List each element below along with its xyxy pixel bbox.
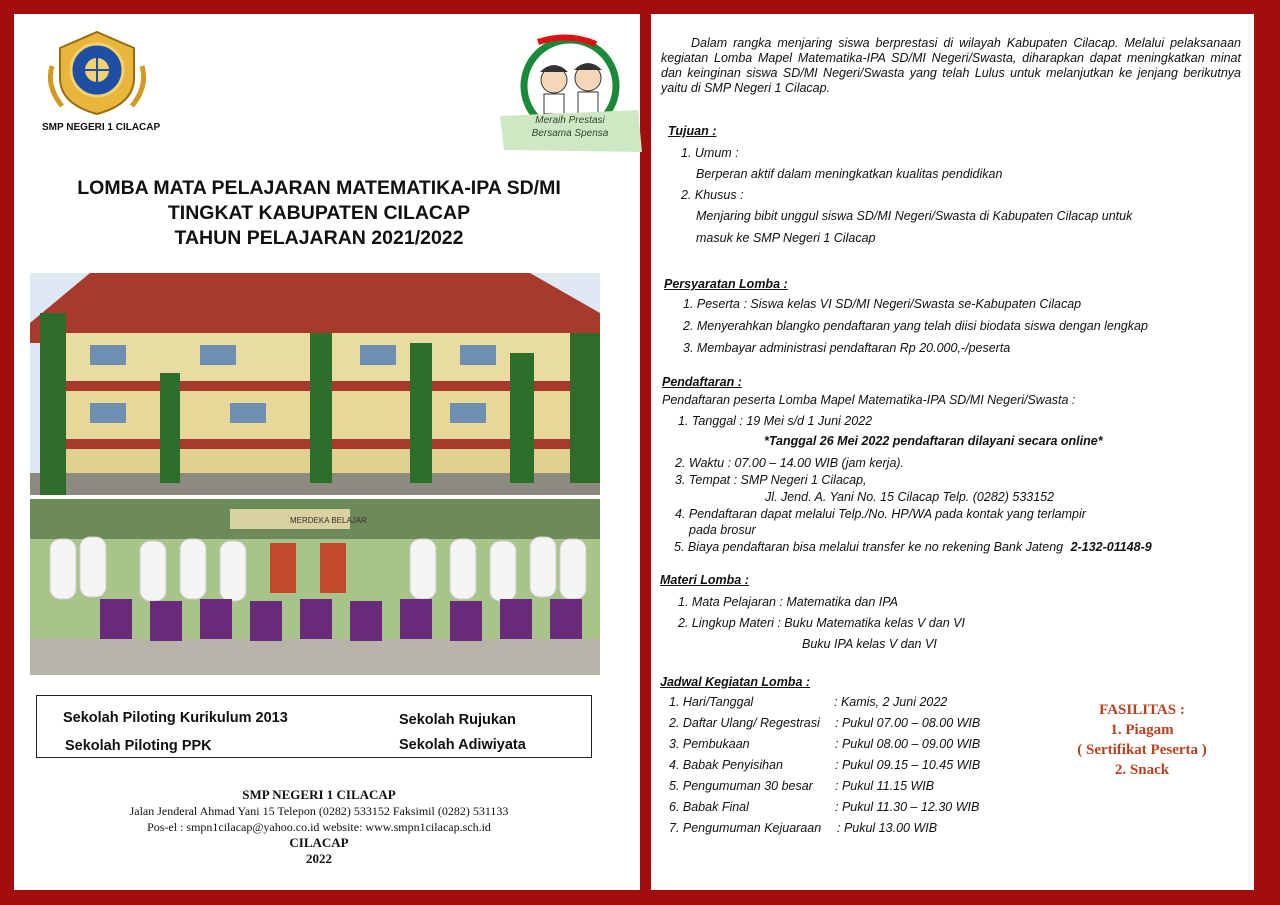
info-piloting-k13: Sekolah Piloting Kurikulum 2013: [63, 710, 288, 726]
pendaftaran-tempat-address: Jl. Jend. A. Yani No. 15 Cilacap Telp. (0282) 533152: [765, 490, 1055, 504]
page-title: [34, 176, 604, 251]
pendaftaran-transfer-text: 5. Biaya pendaftaran bisa melalui transfer ke no rekening Bank Jateng: [674, 540, 1064, 554]
persyaratan-item-3: 3. Membayar administrasi pendaftaran Rp 20.000,-/peserta: [683, 341, 1011, 355]
persyaratan-heading: Persyaratan Lomba :: [664, 277, 788, 291]
fasilitas-box: [1046, 700, 1238, 780]
jadwal-heading: Jadwal Kegiatan Lomba :: [660, 675, 811, 689]
materi-item-2-cont: Buku IPA kelas V dan VI: [802, 637, 937, 651]
fasilitas-item-1-note: ( Sertifikat Peserta ): [1077, 742, 1207, 758]
jadwal-row-value: : Pukul 11.30 – 12.30 WIB: [835, 800, 980, 814]
jadwal-row-value: : Pukul 13.00 WIB: [837, 821, 938, 835]
fasilitas-item-2: 2. Snack: [1114, 762, 1170, 778]
tujuan-khusus-line2: masuk ke SMP Negeri 1 Cilacap: [696, 231, 876, 245]
materi-heading: Materi Lomba :: [660, 573, 749, 587]
school-footer: [34, 787, 604, 867]
pendaftaran-online-note: *Tanggal 26 Mei 2022 pendaftaran dilayani secara online*: [764, 434, 1103, 448]
right-page: [651, 14, 1254, 890]
jadwal-row: [669, 779, 1069, 799]
jadwal-row-label: 7. Pengumuman Kejuaraan: [669, 821, 822, 835]
jadwal-row-value: : Kamis, 2 Juni 2022: [834, 695, 948, 709]
footer-contact: Pos-el : smpn1cilacap@yahoo.co.id website: www.smpn1cilacap.sch.id: [147, 820, 491, 834]
jadwal-row-label: 3. Pembukaan: [669, 737, 750, 751]
title-line-1: LOMBA MATA PELAJARAN MATEMATIKA-IPA SD/MI: [77, 177, 561, 199]
left-page: [14, 14, 640, 890]
footer-address: Jalan Jenderal Ahmad Yani 15 Telepon (0282) 533152 Faksimil (0282) 531133: [129, 804, 509, 818]
persyaratan-item-2: 2. Menyerahkan blangko pendaftaran yang telah diisi biodata siswa dengan lengkap: [683, 319, 1148, 333]
footer-city: CILACAP: [289, 835, 349, 850]
info-rujukan: Sekolah Rujukan: [399, 712, 516, 728]
school-building-photo: [30, 273, 600, 495]
badge-line-2: Bersama Spensa: [531, 128, 609, 139]
footer-year: 2022: [306, 851, 332, 866]
jadwal-row-label: 5. Pengumuman 30 besar: [669, 779, 813, 793]
pendaftaran-waktu: 2. Waktu : 07.00 – 14.00 WIB (jam kerja).: [675, 456, 905, 470]
fasilitas-heading: FASILITAS :: [1099, 702, 1185, 718]
pendaftaran-tempat: 3. Tempat : SMP Negeri 1 Cilacap,: [675, 473, 867, 487]
jadwal-row: [669, 716, 1069, 736]
jadwal-row-label: 4. Babak Penyisihan: [669, 758, 783, 772]
tujuan-umum-text: Berperan aktif dalam meningkatkan kualitas pendidikan: [696, 167, 1003, 181]
jadwal-row: [669, 758, 1069, 778]
students-group-photo: [30, 499, 600, 675]
school-logo: [42, 26, 152, 118]
jadwal-row-value: : Pukul 07.00 – 08.00 WIB: [835, 716, 981, 730]
info-piloting-ppk: Sekolah Piloting PPK: [65, 738, 212, 754]
materi-item-2: 2. Lingkup Materi : Buku Matematika kelas V dan VI: [678, 616, 965, 630]
accreditation-box: [36, 695, 592, 758]
tujuan-khusus-label: 2. Khusus :: [681, 188, 744, 202]
pendaftaran-item-5: [674, 540, 1152, 554]
tujuan-umum-label: 1. Umum :: [681, 146, 739, 160]
title-line-3: TAHUN PELAJARAN 2021/2022: [174, 227, 464, 249]
materi-item-1: 1. Mata Pelajaran : Matematika dan IPA: [678, 595, 899, 609]
footer-school-name: SMP NEGERI 1 CILACAP: [242, 787, 396, 802]
jadwal-row: [669, 821, 1069, 841]
pendaftaran-lead: Pendaftaran peserta Lomba Mapel Matematika-IPA SD/MI Negeri/Swasta :: [662, 393, 1076, 407]
jadwal-row-label: 2. Daftar Ulang/ Regestrasi: [669, 716, 820, 730]
intro-paragraph: Dalam rangka menjaring siswa berprestasi di wilayah Kabupaten Cilacap. Melalui pelaksanaan kegiatan Lomba Mapel Matematika-IPA SD/MI Negeri/Swasta, diharapkan dapat meningkatkan minat dan keinginan siswa SD/MI Negeri/Swasta yang telah Lulus untuk melanjutkan ke jenjang berikutnya yaitu di SMP Negeri 1 Cilacap.: [661, 36, 1241, 95]
photo-banner-text: MERDEKA BELAJAR: [290, 516, 367, 525]
school-logo-label: SMP NEGERI 1 CILACAP: [42, 122, 161, 133]
title-line-2: TINGKAT KABUPATEN CILACAP: [167, 202, 471, 224]
info-adiwiyata: Sekolah Adiwiyata: [399, 737, 526, 753]
jadwal-row-label: 1. Hari/Tanggal: [669, 695, 754, 709]
pendaftaran-heading: Pendaftaran :: [662, 375, 742, 389]
badge-line-1: Meraih Prestasi: [535, 115, 605, 126]
jadwal-row: [669, 737, 1069, 757]
jadwal-row-value: : Pukul 08.00 – 09.00 WIB: [835, 737, 981, 751]
pendaftaran-item-4: 4. Pendaftaran dapat melalui Telp./No. HP/WA pada kontak yang terlampir: [675, 507, 1086, 521]
jadwal-row-value: : Pukul 09.15 – 10.45 WIB: [835, 758, 981, 772]
tujuan-heading: Tujuan :: [668, 124, 717, 138]
badge-caption: [503, 114, 637, 140]
tujuan-khusus-line1: Menjaring bibit unggul siswa SD/MI Negeri/Swasta di Kabupaten Cilacap untuk: [696, 209, 1133, 223]
persyaratan-item-1: 1. Peserta : Siswa kelas VI SD/MI Negeri/Swasta se-Kabupaten Cilacap: [683, 297, 1082, 311]
jadwal-row-label: 6. Babak Final: [669, 800, 749, 814]
jadwal-row: [669, 800, 1069, 820]
pendaftaran-item-4-cont: pada brosur: [689, 523, 756, 537]
jadwal-row-value: : Pukul 11.15 WIB: [835, 779, 935, 793]
bank-account-number: 2-132-01148-9: [1070, 540, 1152, 554]
pendaftaran-tanggal: 1. Tanggal : 19 Mei s/d 1 Juni 2022: [678, 414, 873, 428]
fasilitas-item-1: 1. Piagam: [1110, 722, 1174, 738]
jadwal-row: [669, 695, 1069, 715]
